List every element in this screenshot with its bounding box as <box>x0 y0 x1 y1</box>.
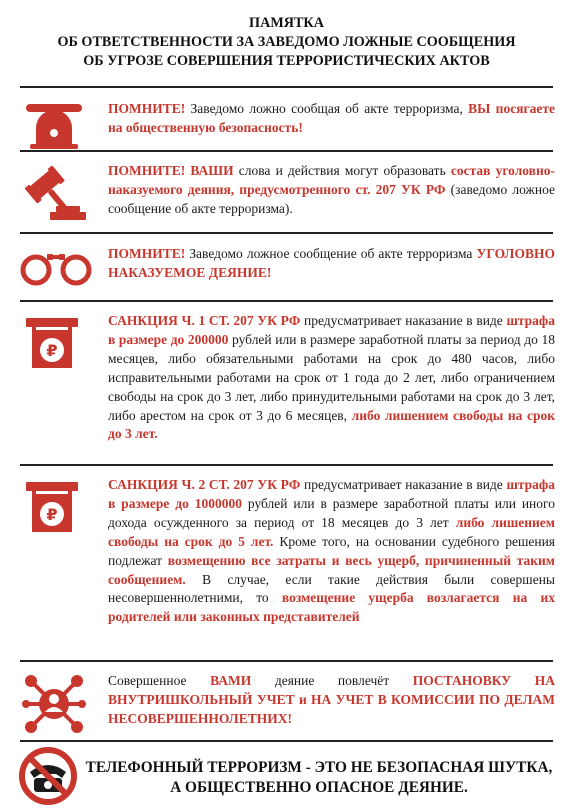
text-fragment: либо лишением свободы на срок до 5 лет. <box>108 514 555 549</box>
text-fragment: ПОСТАНОВКУ НА ВНУТРИШКОЛЬНЫЙ УЧЕТ и НА УЧЕТ В КОМИССИИ ПО ДЕЛАМ НЕСОВЕРШЕННОЛЕТНИХ! <box>108 673 555 726</box>
text-fragment: возмещению все затраты и весь ущерб, причиненный таким сообщением. <box>108 552 556 587</box>
text-fragment: ПОМНИТЕ! <box>108 101 186 116</box>
handcuffs-icon <box>20 246 92 290</box>
divider <box>20 232 553 234</box>
text-fragment: Заведомо ложно сообщая об акте терроризма, <box>185 101 469 116</box>
text-fragment: ВАМИ <box>210 673 252 688</box>
judge-gavel-icon <box>22 166 86 222</box>
text-fragment: САНКЦИЯ Ч. 2 СТ. 207 УК РФ <box>108 477 301 492</box>
text-fragment: предусматривает наказание в виде <box>300 477 507 492</box>
footer-text <box>78 758 560 798</box>
block-text <box>108 476 555 627</box>
title-line-2: ОБ ОТВЕТСТВЕННОСТИ ЗА ЗАВЕДОМО ЛОЖНЫЕ СООБЩЕНИЯ <box>57 34 516 50</box>
divider <box>20 150 553 152</box>
text-fragment: ВЫ посягаете на общественную безопасность! <box>108 101 555 135</box>
text-fragment: возмещение ущерба возлагается на их родителей или законных представителей <box>108 590 555 625</box>
text-fragment: либо лишением свободы на срок до 3 лет. <box>108 407 555 442</box>
block-text <box>108 100 555 138</box>
divider <box>20 300 553 302</box>
text-fragment: штрафа в размере до 1000000 <box>108 477 555 511</box>
text-fragment: деяние повлечёт <box>251 673 413 688</box>
text-fragment: В случае, если такие действия были совершены несовершеннолетними, то <box>108 571 555 606</box>
divider <box>20 464 553 466</box>
text-fragment: предусматривает наказание в виде <box>300 313 507 328</box>
text-fragment: САНКЦИЯ Ч. 1 СТ. 207 УК РФ <box>108 313 301 328</box>
text-fragment: Заведомо ложное сообщение об акте терроризма <box>185 246 477 261</box>
text-fragment: Совершенное <box>108 673 211 688</box>
ruble-payment-icon <box>24 480 80 536</box>
text-fragment: штрафа в размере до 200000 <box>108 313 555 347</box>
divider <box>20 740 553 742</box>
block-text <box>108 245 555 283</box>
svg-text:₽: ₽ <box>46 505 58 524</box>
block-text <box>108 672 555 729</box>
divider <box>20 660 553 662</box>
text-fragment: рублей или в размере заработной платы или иного дохода осужденного за период от 18 месяцев до 3 лет <box>108 495 555 530</box>
alarm-bell-icon <box>22 102 86 150</box>
title-line-1: ПАМЯТКА <box>249 15 324 31</box>
network-person-icon <box>22 672 86 736</box>
text-fragment: рублей или в размере заработной платы за период до 18 месяцев, либо обязательными работами на срок до 480 часов, либо исправительными работами на срок от 1 года до 2 лет, либо ограничением свободы на срок до 3 лет, либо принудительными работами на срок до 3 лет, либо арестом на срок от 3 до 6 месяцев, <box>108 331 555 423</box>
ruble-payment-icon <box>24 316 80 372</box>
footer-line-1: ТЕЛЕФОННЫЙ ТЕРРОРИЗМ - ЭТО НЕ БЕЗОПАСНАЯ ШУТКА, <box>85 759 553 776</box>
block-text <box>108 312 555 444</box>
text-fragment: УГОЛОВНО НАКАЗУЕМОЕ ДЕЯНИЕ! <box>108 246 555 280</box>
no-phone-icon <box>18 746 78 806</box>
text-fragment: (заведомо ложное сообщение об акте терроризма). <box>108 181 555 216</box>
text-fragment: слова и действия могут образовать <box>233 163 451 178</box>
text-fragment: ПОМНИТЕ! <box>108 246 186 261</box>
block-text <box>108 162 555 219</box>
memo-title <box>0 14 573 71</box>
text-fragment: ПОМНИТЕ! ВАШИ <box>108 163 234 178</box>
text-fragment: состав уголовно-наказуемого деяния, предусмотренного ст. 207 УК РФ <box>108 163 556 197</box>
footer-line-2: А ОБЩЕСТВЕННО ОПАСНОЕ ДЕЯНИЕ. <box>170 779 468 796</box>
text-fragment: Кроме того, на основании судебного решения подлежат <box>108 533 555 568</box>
divider <box>20 86 553 88</box>
title-line-3: ОБ УГРОЗЕ СОВЕРШЕНИЯ ТЕРРОРИСТИЧЕСКИХ АКТОВ <box>83 53 490 69</box>
svg-text:₽: ₽ <box>46 341 58 360</box>
